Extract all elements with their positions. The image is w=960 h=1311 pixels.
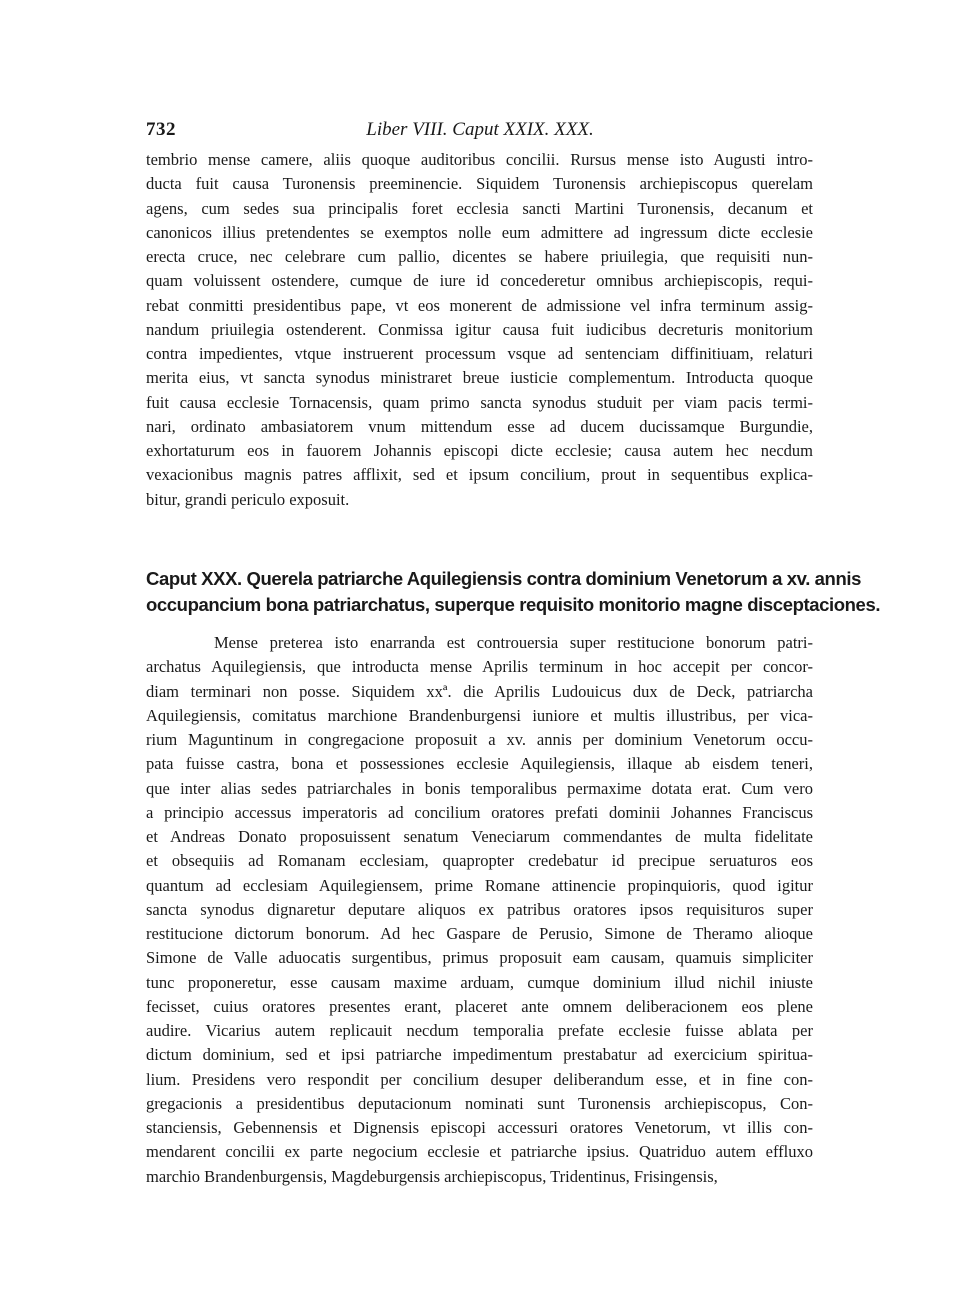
text-line: archatus Aquilegiensis, que introducta mense Aprilis terminum in hoc accepit per concor-: [146, 657, 813, 677]
text-line: tembrio mense camere, aliis quoque auditoribus concilii. Rursus mense isto Augusti intro-: [146, 150, 813, 169]
text-line: a principio accessus imperatoris ad concilium oratores prefati dominii Johannes Franciscus: [146, 802, 813, 822]
text-line: quantum ad ecclesiam Aquilegiensem, prime Romane attinencie propinquioris, quod igitur: [146, 875, 813, 895]
paragraph-caput-xxx: [146, 631, 813, 1189]
text-line: fuit causa ecclesie Tornacensis, quam primo sancta synodus studuit per viam pacis termi-: [146, 392, 813, 412]
text-line: Simone de Valle aduocatis surgentibus, primus proposuit eam causam, quamuis simpliciter: [146, 948, 813, 968]
paragraph-caput-xxix-continuation: [146, 148, 813, 512]
chapter-heading: [146, 566, 881, 618]
text-line: vexacionibus magnis patres afflixit, sed et ipsum concilium, prout in sequentibus explica-: [146, 465, 813, 485]
text-line: nari, ordinato ambasiatorem vnum mittendum esse ad ducem ducissamque Burgundie,: [146, 416, 813, 436]
running-head: [146, 119, 814, 143]
text-line: quam voluissent ostendere, cumque de iure id concederetur omnibus archiepiscopis, requi-: [146, 271, 813, 291]
text-line: diam terminari non posse. Siquidem xxª. die Aprilis Ludouicus dux de Deck, patriarcha: [146, 681, 813, 701]
text-line: erecta cruce, nec celebrare cum pallio, dicentes se habere priuilegia, que requisiti nun-: [146, 247, 813, 266]
text-line: rium Maguntinum in congregacione proposuit a xv. annis per dominium Venetorum occu-: [146, 730, 813, 749]
text-line: stanciensis, Gebennensis et Dignensis episcopi accessuri oratores Venetorum, vt illis con-: [146, 1118, 813, 1137]
text-line: et Andreas Donato proposuissent senatum Veneciarum commendantes de multa fidelitate: [146, 827, 813, 846]
text-line: et obsequiis ad Romanam ecclesiam, quapropter credebatur id precipue seruaturos eos: [146, 851, 813, 871]
text-line: lium. Presidens vero respondit per concilium desuper deliberandum esse, et in fine con-: [146, 1069, 813, 1089]
chapter-heading-line-1: Caput XXX. Querela patriarche Aquilegiensis contra dominium Venetorum a xv. annis: [146, 568, 861, 589]
text-line: mendarent concilii ex parte negocium ecclesie et patriarche ipsius. Quatriduo autem effluxo: [146, 1142, 813, 1162]
text-line: canonicos illius pretendentes se exemptos nolle eum admittere ad ingressum dicte ecclesie: [146, 222, 813, 242]
text-line: que inter alias sedes patriarchales in bonis temporalibus permaxime dotata erat. Cum vero: [146, 778, 813, 798]
text-line: marchio Brandenburgensis, Magdeburgensis archiepiscopus, Tridentinus, Frisingensis,: [146, 1166, 718, 1186]
text-line: merita eius, vt sancta synodus ministraret breue iusticie complementum. Introducta quoque: [146, 368, 813, 388]
running-title: Liber VIII. Caput XXIX. XXX.: [366, 119, 594, 140]
text-line: tunc proponeretur, esse causam maxime arduam, cumque dominium illud nichil iniuste: [146, 972, 813, 992]
text-line: dictum dominium, sed et ipsi patriarche impedimentum prestabatur ad exercicium spiritua-: [146, 1045, 813, 1065]
text-line: Aquilegiensis, comitatus marchione Brandenburgensi iuniore et multis illustribus, per vica-: [146, 705, 813, 725]
page-number: 732: [146, 119, 176, 140]
text-line: agens, cum sedes sua principalis foret ecclesia sancti Martini Turonensis, decanum et: [146, 198, 813, 218]
text-line: restitucione dictorum bonorum. Ad hec Gaspare de Perusio, Simone de Theramo alioque: [146, 924, 813, 943]
text-line: bitur, grandi periculo exposuit.: [146, 489, 350, 509]
text-line: Mense preterea isto enarranda est controuersia super restitucione bonorum patri-: [214, 633, 813, 652]
text-line: fecisset, cuius oratores presentes erant, placeret ante omnem deliberacionem eos plene: [146, 996, 813, 1016]
text-line: ducta fuit causa Turonensis preeminencie. Siquidem Turonensis archiepiscopus querelam: [146, 174, 813, 194]
text-line: exhortaturum eos in fauorem Johannis episcopi dicte ecclesie; causa autem hec necdum: [146, 441, 813, 460]
text-line: gregacionis a presidentibus deputacionum nominati sunt Turonensis archiepiscopus, Con-: [146, 1093, 813, 1113]
text-line: contra impedientes, vtque instruerent processum vsque ad sentenciam diffinitiuam, relaturi: [146, 344, 813, 363]
text-line: audire. Vicarius autem replicauit necdum temporalia prefate ecclesie fuisse ablata per: [146, 1021, 813, 1040]
text-line: nandum priuilegia ostenderent. Conmissa igitur causa fuit iudicibus decreturis monitorium: [146, 319, 813, 339]
text-line: rebat conmitti presidentibus pape, vt eos monerent de admissione vel infra terminum assig-: [146, 295, 813, 315]
chapter-heading-line-2: occupancium bona patriarchatus, superque requisito monitorio magne disceptaciones.: [146, 594, 881, 615]
text-line: sancta synodus dignaretur deputare aliquos ex patribus oratores ipsos requisituros super: [146, 899, 813, 919]
text-line: pata fuisse castra, bona et possessiones ecclesie Aquilegiensis, illaque ab eisdem teneri,: [146, 754, 813, 774]
